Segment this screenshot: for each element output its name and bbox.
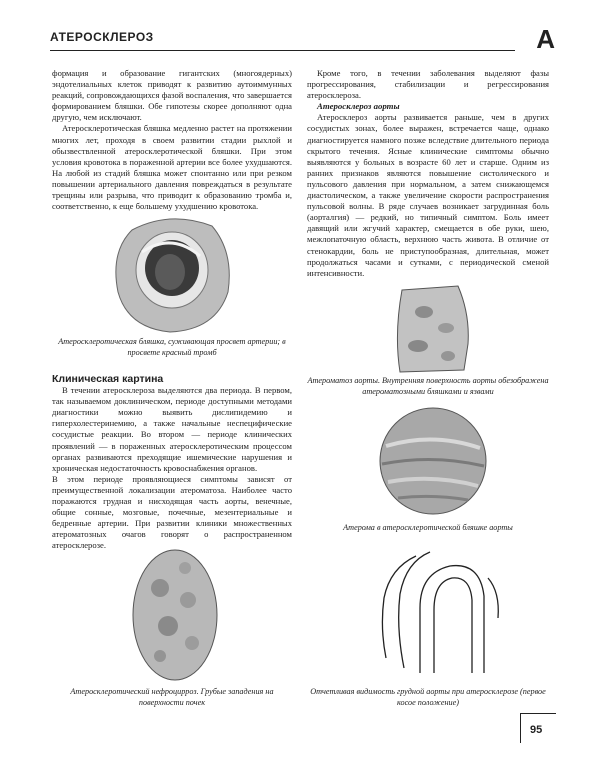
section-letter: А: [536, 24, 555, 54]
atheroma-illustration: [378, 406, 488, 516]
kidney-illustration: [130, 548, 220, 683]
subsection-heading: Атеросклероз аорты: [317, 101, 400, 112]
running-title: АТЕРОСКЛЕРОЗ: [50, 30, 154, 44]
caption-xray: Отчетливая видимость грудной аорты при атеросклерозе (первое косое положение): [310, 687, 546, 707]
paragraph: Атеросклеротическая бляшка медленно растет на протяжении многих лет, проходя в своем развитии стадии рыхлой и обызвествленной атеросклеротической бляшки. При этом условия кровотока в пораженной артерии все более ухудшаются. На любой из стадий бляшка может спонтанно или при резком повышении артериального давления повреждаться в результате трещины или разрыва, что приводит к образованию тромба и, соответственно, к еще большему ухудшению кровотока.: [52, 123, 292, 212]
footer-rule: [520, 713, 556, 714]
paragraph: формация и образование гигантских (многоядерных) эндотелиальных клеток приводят к развитию аутоиммунных реакций, сопровождающихся фазой воспаления, что завершается формированием бляшки. Обе гипотезы скорее дополняют одна другую, чем исключают.: [52, 68, 292, 123]
page-number: 95: [530, 724, 543, 736]
paragraph: В этом периоде проявляющиеся симптомы зависят от преимущественной локализации атероматоза. Наиболее часто поражаются грудная и нисходящая часть аорты, венечные, общие сонные, мозговые, почечные, мезентериальные и бедренные артерии. При развитии клиники множественных атероматозных очагов говорят о распространенном атеросклерозе.: [52, 473, 292, 551]
aorta-xray-illustration: [360, 548, 510, 678]
caption-plaque: Атеросклеротическая бляшка, суживающая просвет артерии; в просвете красный тромб: [58, 337, 286, 357]
header-rule: [50, 50, 515, 51]
footer-vertical-rule: [520, 713, 521, 743]
caption-aorta-surface: Атероматоз аорты. Внутренняя поверхность аорты обезображена атероматозными бляшками и язвами: [307, 376, 549, 396]
paragraph: В течении атеросклероза выделяются два периода. В первом, так называемом доклиническом, периоде доступными методами диагностики можно выявить дислипидемию и гиперхолестеринемию, а также начальные неспецифические сосудистые реакции. Во втором — периоде клинических проявлений — в пораженных атеросклеротическим процессом органах развиваются преходящие ишемические нарушения и хроническая недостаточность кровоснабжения органов.: [52, 385, 292, 473]
caption-kidney: Атеросклеротический нефроцирроз. Грубые западения на поверхности почек: [70, 687, 274, 707]
paragraph: Кроме того, в течении заболевания выделяют фазы прогрессирования, стабилизации и регрессирования атеросклероза.: [307, 68, 549, 101]
right-top-text: [307, 68, 549, 279]
left-top-text: [52, 68, 292, 212]
clinical-section: [52, 374, 292, 552]
paragraph: Атеросклероз аорты развивается раньше, чем в других сосудистых зонах, более выражен, встречается чаще, однако диагностируется намного позже вследствие длительного периода скрытого течения. Ясные клинические симптомы обычно выявляются у больных в возрасте 60 лет и старше. Одним из ранних признаков являются повышение систолического и пульсового давления при нормальном, а затем снижающемся диастолическом, а также увеличение скорости распространения пульсовой волны. В ряде случаев возникает загрудинная боль (аорталгия) — редкий, но типичный симптом. Боль имеет давящий или жгучий характер, смещается в обе руки, шею, межлопаточную область, верхнюю часть живота. В отличие от стенокардии, боль не приступообразная, длительная, может продолжаться часами и сутками, с периодической сменой интенсивности.: [307, 112, 549, 278]
aorta-surface-illustration: [394, 284, 474, 374]
caption-atheroma: Атерома в атеросклеротической бляшке аорты: [343, 523, 513, 532]
section-heading: Клиническая картина: [52, 373, 164, 385]
plaque-illustration: [112, 212, 232, 334]
page-header: [50, 24, 555, 54]
